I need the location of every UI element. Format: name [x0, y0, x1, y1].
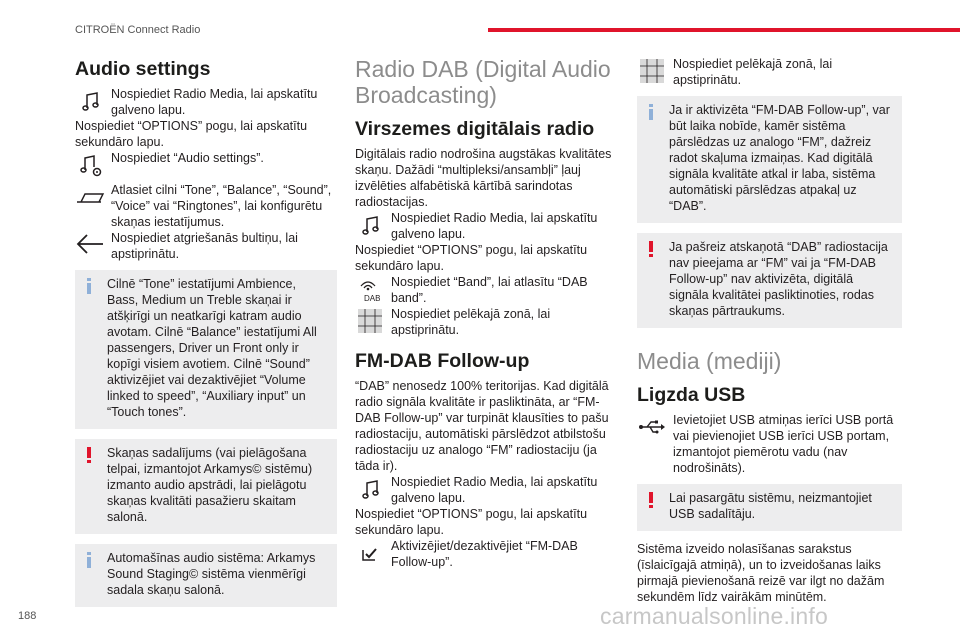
intro-digital-radio: Digitālais radio nodrošina augstākas kvalitātes skaņu. Dažādi “multipleksi/ansambļi” ļauj izvēlēties alfabētiskā kārtībā sarindotas radiostacijas.	[355, 147, 612, 209]
paragraph-playlists: Sistēma izveido nolasīšanas sarakstus (īslaicīgajā atmiņā), un to izveidošanas laiks pirmajā pievienošanā reizē var ilgt no dažām sekundēm līdz vairākām minūtēm.	[637, 542, 885, 604]
info-icon	[85, 552, 93, 568]
step-fm-dab-toggle: Aktivizējiet/dezaktivējiet “FM-DAB Follow-up”.	[355, 538, 617, 570]
info-note-fm-dab: Ja ir aktivizēta “FM-DAB Follow-up”, var būt laika nobīde, kamēr sistēma pārslēdzas uz analogo “FM”, dažreiz radot skaļuma izmaiņas. Kad digitālā signāla kvalitāte atkal ir laba, sistēma automātiski pārslēdzas atpakaļ uz “DAB”.	[637, 96, 902, 223]
step-radio-media-2: Nospiediet Radio Media, lai apskatītu galveno lapu.	[355, 474, 617, 506]
info-icon	[85, 278, 93, 294]
warning-icon	[647, 241, 655, 257]
step-radio-media: Nospiediet Radio Media, lai apskatītu galveno lapu.	[355, 210, 617, 242]
info-note-sound-staging: Automašīnas audio sistēma: Arkamys Sound Staging© sistēma vienmērīgi sadala skaņu salonā.	[75, 544, 337, 607]
svg-text:DAB: DAB	[364, 294, 381, 303]
music-note-icon	[75, 86, 105, 116]
step-band: DAB Nospiediet “Band”, lai atlasītu “DAB band”.	[355, 274, 617, 306]
step-options-text: Nospiediet “OPTIONS” pogu, lai apskatītu sekundāro lapu.	[355, 243, 588, 273]
checkbox-icon	[355, 538, 385, 568]
dab-radio-icon	[355, 274, 385, 304]
column-radio-dab	[355, 56, 617, 570]
step-back-arrow: Nospiediet atgriešanās bultiņu, lai apstiprinātu.	[75, 230, 337, 262]
warning-note-usb-hub: Lai pasargātu sistēmu, neizmantojiet USB sadalītāju.	[637, 484, 902, 531]
music-gear-icon	[75, 150, 105, 180]
header-accent-bar	[488, 28, 960, 32]
back-arrow-icon	[75, 230, 105, 260]
warning-note-arkamys: Skaņas sadalījums (vai pielāgošana telpai, izmantojot Arkamys© sistēmu) izmanto audio apstrādi, lai pielāgotu skaņas kvalitāti pasažieru skaitam salonā.	[75, 439, 337, 534]
page-number: 188	[18, 610, 37, 622]
column-audio-settings	[75, 56, 337, 617]
heading-digital-radio: Virszemes digitālais radio	[355, 118, 595, 140]
title-radio-dab: Radio DAB (Digital Audio Broadcasting)	[355, 56, 611, 108]
title-media: Media (mediji)	[637, 348, 782, 374]
step-options-text: Nospiediet “OPTIONS” pogu, lai apskatītu sekundāro lapu.	[75, 119, 308, 149]
heading-fm-dab: FM-DAB Follow-up	[355, 350, 530, 372]
column-media	[637, 56, 902, 605]
grid-zone-icon	[355, 306, 385, 336]
warning-icon	[647, 492, 655, 508]
intro-fm-dab: “DAB” nenosedz 100% teritorijas. Kad digitālā radio signāla kvalitāte ir pasliktināta, ar “FM-DAB Follow-up” var turpināt klausīties to pašu radiostaciju, automātiski pārslēdzot atbilstošu radiostaciju uz analogo “FM” radiostaciju (ja tāda ir).	[355, 379, 609, 473]
warning-note-dab-station: Ja pašreiz atskaņotā “DAB” radiostacija nav pieejama ar “FM” vai ja “FM-DAB Follow-up” nav aktivizēta, digitālā signāla kvalitātei pasliktinoties, rodas skaņas pārtraukums.	[637, 233, 902, 328]
step-usb: Ievietojiet USB atmiņas ierīci USB portā vai pievienojiet USB ierīci USB portam, izmantojot piemērotu vadu (nav nodrošināts).	[637, 412, 902, 476]
music-note-icon	[355, 210, 385, 240]
step-audio-settings: Nospiediet “Audio settings”.	[75, 150, 337, 182]
info-note-tone: Cilnē “Tone” iestatījumi Ambience, Bass, Medium un Treble skaņai ir atšķirīgi un neatkarīgi katram audio avotam. Cilnē “Balance” iestatījumi All passengers, Driver un Front only ir kopīgi visiem avotiem. Cilnē “Sound” aktivizējiet vai dezaktivējiet “Volume linked to speed”, “Auxiliary input” un “Touch tones”.	[75, 270, 337, 429]
grid-zone-icon	[637, 56, 667, 86]
step-radio-media: Nospiediet Radio Media, lai apskatītu galveno lapu.	[75, 86, 337, 118]
watermark: carmanualsonline.info	[600, 603, 828, 629]
music-note-icon	[355, 474, 385, 504]
step-grey-zone: Nospiediet pelēkajā zonā, lai apstiprinātu.	[637, 56, 902, 88]
step-options-text-2: Nospiediet “OPTIONS” pogu, lai apskatītu sekundāro lapu.	[355, 507, 588, 537]
warning-icon	[85, 447, 93, 463]
heading-audio-settings: Audio settings	[75, 58, 211, 80]
tab-icon	[75, 182, 105, 212]
header-title: CITROËN Connect Radio	[75, 24, 201, 36]
step-select-tab: Atlasiet cilni “Tone”, “Balance”, “Sound”, “Voice” vai “Ringtones”, lai konfigurētu skaņas iestatījumus.	[75, 182, 337, 230]
heading-usb: Ligzda USB	[637, 384, 746, 406]
usb-icon	[637, 412, 667, 442]
step-grey-zone: Nospiediet pelēkajā zonā, lai apstiprinātu.	[355, 306, 617, 338]
info-icon	[647, 104, 655, 120]
